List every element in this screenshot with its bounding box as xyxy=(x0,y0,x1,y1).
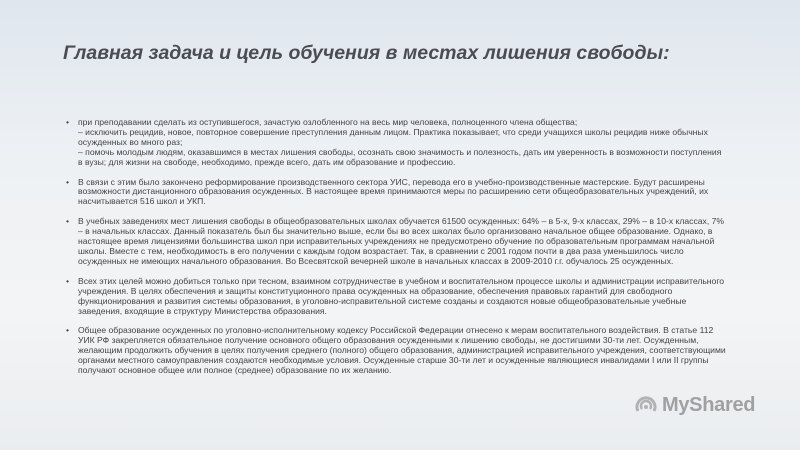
paragraph-line: В связи с этим было закончено реформирование производственного сектора УИС, перевода его в учебно-производственные мастерские. Будут расширены возможности дистанционного образования осужденных. В настоящее время принимаются меры по расширению сети общеобразовательных учреждений, их насчитывается 516 школ и УКП. xyxy=(78,176,709,207)
paragraph-line: Всех этих целей можно добиться только при тесном, взаимном сотрудничестве в учебном и воспитательном процессе школы и администрации исправительного учреждения. В целях обеспечения и защиты конституционного права осужденных на образование, обеспечения правовых гарантий для свободного функционирования и развития системы образования, в уголовно-исправительной системе созданы и создаются новые общеобразовательные учебные заведения, входящие в структуру Министерства образования. xyxy=(78,275,725,316)
bullet-icon: • xyxy=(66,325,70,336)
bullet-icon: • xyxy=(66,216,70,227)
bullet-icon: • xyxy=(66,275,70,286)
slide-title: Главная задача и цель обучения в местах лишения свободы: xyxy=(63,42,670,64)
list-item xyxy=(66,275,727,317)
list-item xyxy=(66,325,727,376)
list-item xyxy=(66,176,727,208)
paragraph-line: при преподавании сделать из оступившегося, зачастую озлобленного на весь мир человека, полноценного члена общества; xyxy=(78,117,578,127)
paragraph-line: – исключить рецидив, новое, повторное совершение преступления данным лицом. Практика показывает, что среди учащихся школы рецидив ниже обычных осужденных во много раз; xyxy=(78,126,708,147)
paragraph-line: Общее образование осужденных по уголовно-исполнительному кодексу Российской Федерации отнесено к мерам воспитательного воздействия. В статье 112 УИК РФ закрепляется обязательное получение основного общего образования осужденными к лишению свободы, не достигшими 30-ти лет. Осужденным, желающим продолжить обучения в целях получения среднего (полного) общего образования, администрацией исправительного учреждения, соответствующими органами местного самоуправления создаются необходимые условия. Осужденные старше 30-ти лет и осужденные являющиеся инвалидами I или II группы получают основное общее или полное (среднее) образование по их желанию. xyxy=(78,325,726,376)
watermark xyxy=(634,393,755,417)
watermark-text: MyShared xyxy=(662,393,756,416)
paragraph-line: В учебных заведениях мест лишения свободы в общеобразовательных школах обучается 61500 осужденных: 64% – в 5-х, 9-х классах, 29% – в 10-х классах, 7% – в начальных классах. Данный показатель был бы значительно выше, если бы во всех школах было организовано начальное общее образование. Однако, в настоящее время лицензиями большинства школ при исправительных учреждениях не предусмотрено обучение по образовательным программам начальной школы. Вместе с тем, необходимость в его получении с каждым годом возрастает. Так, в сравнении с 2001 годом почти в два раза уменьшилось число осужденных не имеющих начального образования. Во Всесвятской вечерней школе в начальных классах в 2009-2010 г.г. обучалось 25 осужденных. xyxy=(78,216,725,266)
myshared-logo-icon xyxy=(634,393,658,417)
paragraph-line: – помочь молодым людям, оказавшимся в местах лишения свободы, осознать свою значимость и полезность, дать им уверенность в возможности поступления в вузы; для жизни на свободе, необходимо, прежде всего, дать им образование и профессию. xyxy=(78,146,722,167)
bullet-icon: • xyxy=(66,117,70,127)
slide-body xyxy=(66,117,727,376)
list-item xyxy=(66,216,727,267)
bullet-icon: • xyxy=(66,176,70,187)
list-item xyxy=(66,117,727,168)
